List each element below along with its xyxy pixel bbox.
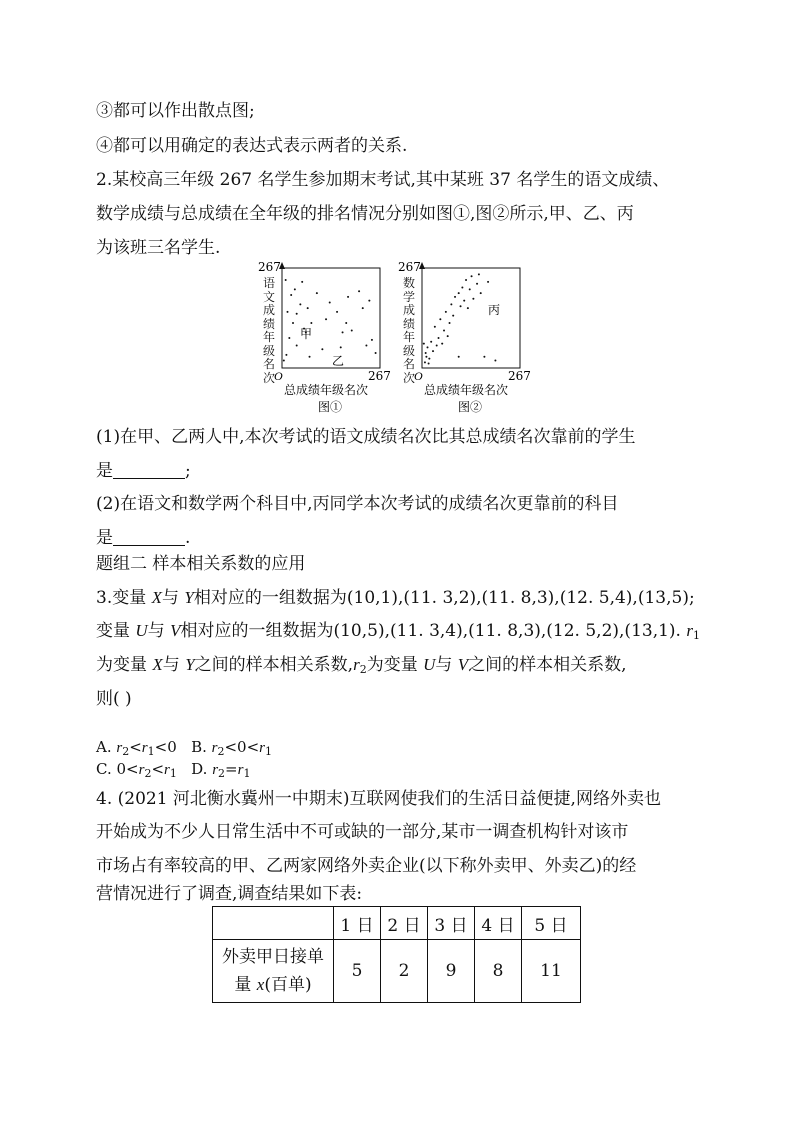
- table-header-cell: 4 日: [475, 907, 522, 940]
- option-c-relation: <: [151, 760, 165, 778]
- scatter-point: [296, 313, 298, 315]
- q3-l3-text-b: 与: [162, 655, 186, 675]
- q2-part-2-answer-blank[interactable]: [113, 529, 185, 546]
- var-Y: Y: [184, 588, 194, 607]
- scatter-point: [458, 292, 460, 294]
- r-subscript: 1: [169, 767, 177, 780]
- table-cell: 8: [475, 940, 522, 1003]
- option-c-prefix: C. 0<: [96, 760, 139, 778]
- scatter-point: [301, 281, 303, 283]
- q3-line-1: [96, 587, 695, 609]
- scatter-point: [309, 356, 311, 358]
- figure-1-points: [283, 279, 377, 362]
- scatter-point: [487, 281, 489, 283]
- option-b-prefix: B.: [176, 738, 212, 756]
- option-b-relation: <0<: [224, 738, 260, 756]
- q2-part-2-prefix: 是: [96, 528, 113, 548]
- scatter-point: [368, 300, 370, 302]
- q3-l2-text-a: 变量: [96, 621, 136, 641]
- q2-part-2-suffix: .: [185, 528, 191, 548]
- statement-4: ④都可以用确定的表达式表示两者的关系.: [96, 136, 408, 156]
- scatter-point: [430, 341, 432, 343]
- figure-2-label-bing: 丙: [488, 303, 501, 317]
- scatter-point: [423, 343, 425, 345]
- option-a-prefix: A.: [96, 738, 117, 756]
- statement-3: ③都可以作出散点图;: [96, 101, 255, 121]
- scatter-point: [347, 296, 349, 298]
- figure-2-ymax: 267: [398, 260, 421, 274]
- scatter-point: [460, 305, 462, 307]
- q2-line-3: 为该班三名学生.: [96, 238, 221, 258]
- scatter-point: [351, 330, 353, 332]
- scatter-point: [463, 300, 465, 302]
- option-b[interactable]: [177, 738, 272, 756]
- scatter-point: [494, 360, 496, 362]
- table-header-cell: 2 日: [381, 907, 428, 940]
- q3-l3-text-e: 与: [435, 655, 458, 675]
- row-label-line-1: 外卖甲日接单: [222, 947, 324, 967]
- scatter-point: [439, 318, 441, 320]
- r-subscript: 2: [217, 745, 225, 758]
- q4-line-2: 开始成为不少人日常生活中不可或缺的一部分,某市一调查机构针对该市: [96, 822, 629, 842]
- q2-part-1-answer-line: [96, 460, 191, 482]
- r-subscript: 2: [218, 767, 226, 780]
- table-header-row: [213, 907, 581, 940]
- scatter-point: [345, 322, 347, 324]
- var-V: V: [170, 621, 181, 640]
- var-Y: Y: [185, 655, 195, 674]
- scatter-point: [425, 356, 427, 358]
- r-subscript: 2: [144, 767, 152, 780]
- r-symbol: r: [116, 740, 123, 756]
- figure-1-ymax: 267: [258, 260, 281, 274]
- table-cell: 5: [334, 940, 381, 1003]
- scatter-point: [285, 354, 287, 356]
- q3-l3-text-a: 为变量: [96, 655, 153, 675]
- scatter-point: [443, 330, 445, 332]
- scatter-point: [434, 326, 436, 328]
- scatter-point: [454, 296, 456, 298]
- r-symbol: r: [237, 762, 244, 778]
- row-label-text-b: (百单): [264, 975, 312, 995]
- r-subscript: 1: [147, 745, 155, 758]
- figure-1: [258, 258, 391, 414]
- scatter-point: [441, 343, 443, 345]
- scatter-point: [285, 279, 287, 281]
- table-cell: 2: [381, 940, 428, 1003]
- option-d-relation: =: [225, 760, 238, 778]
- figure-2-xlabel: 总成绩年级名次: [424, 383, 509, 397]
- figure-2-ylabel: 数学成绩年级名次: [402, 276, 415, 385]
- option-a-relation: <: [129, 738, 142, 756]
- r1-subscript: 1: [692, 629, 700, 642]
- figure-2-frame: [422, 268, 520, 368]
- scatter-point: [480, 292, 482, 294]
- scatter-point: [483, 356, 485, 358]
- group-2-heading: 题组二 样本相关系数的应用: [96, 554, 306, 574]
- var-V: V: [457, 655, 469, 674]
- q3-l3-text-c: 之间的样本相关系数,: [194, 655, 354, 675]
- scatter-point: [296, 345, 298, 347]
- q3-l3-text-f: 之间的样本相关系数,: [468, 655, 627, 675]
- scatter-point: [472, 298, 474, 300]
- figure-1-xlabel: 总成绩年级名次: [284, 383, 369, 397]
- scatter-point: [461, 286, 463, 288]
- q3-l2-text-c: 相对应的一组数据为(10,5),(11. 3,4),(11. 8,3),(12. 5,2),(13,1).: [180, 621, 687, 641]
- r-subscript: 1: [243, 767, 251, 780]
- scatter-point: [467, 307, 469, 309]
- figure-2-caption: 图②: [458, 400, 483, 414]
- scatter-point: [465, 279, 467, 281]
- q3-options-row-1: [96, 736, 272, 759]
- scatter-point: [316, 292, 318, 294]
- scatter-point: [469, 288, 471, 290]
- delivery-table: [212, 906, 581, 1003]
- var-U: U: [423, 655, 436, 674]
- scatter-point: [436, 345, 438, 347]
- scatter-point: [424, 361, 426, 363]
- figure-2-points: [423, 273, 497, 364]
- figure-1-label-yi: 乙: [332, 354, 345, 368]
- q2-part-1-prefix: 是: [96, 461, 113, 481]
- figure-2: [398, 258, 531, 414]
- scatter-point: [445, 311, 447, 313]
- option-a[interactable]: [96, 738, 177, 756]
- scatter-point: [288, 337, 290, 339]
- var-X: X: [151, 588, 163, 607]
- q2-part-1: (1)在甲、乙两人中,本次考试的语文成绩名次比其总成绩名次靠前的学生: [96, 427, 636, 447]
- q2-part-1-suffix: ;: [185, 461, 191, 481]
- r-symbol: r: [259, 740, 266, 756]
- q3-l2-text-b: 与: [147, 621, 171, 641]
- scatter-point: [283, 360, 285, 362]
- table-header-cell: 3 日: [428, 907, 475, 940]
- table-header-cell: 1 日: [334, 907, 381, 940]
- figure-1-plot: [258, 258, 391, 414]
- q2-part-1-answer-blank[interactable]: [113, 462, 185, 479]
- scatter-point: [365, 345, 367, 347]
- scatter-point: [447, 335, 449, 337]
- q4-line-3: 市场占有率较高的甲、乙两家网络外卖企业(以下称外卖甲、外卖乙)的经: [96, 856, 637, 876]
- scatter-point: [362, 307, 364, 309]
- q4-line-1: 4. (2021 河北衡水冀州一中期末)互联网使我们的生活日益便捷,网络外卖也: [96, 789, 661, 809]
- scatter-point: [427, 346, 429, 348]
- scatter-point: [452, 315, 454, 317]
- scatter-point: [290, 294, 292, 296]
- scatter-point: [358, 290, 360, 292]
- table-header-cell: [213, 907, 334, 940]
- q3-l1-text-a: 3.变量: [96, 588, 152, 608]
- q3-l1-text-c: 相对应的一组数据为(10,1),(11. 3,2),(11. 8,3),(12. 5,4),(13,5);: [193, 588, 695, 608]
- r1-symbol: r: [686, 621, 693, 640]
- var-X: X: [152, 655, 163, 674]
- figure-2-origin: O: [414, 369, 423, 383]
- scatter-point: [428, 363, 430, 365]
- scatter-point: [287, 311, 289, 313]
- table-header-cell: 5 日: [522, 907, 581, 940]
- scatter-point: [292, 322, 294, 324]
- r-subscript: 1: [265, 745, 273, 758]
- scatter-point: [458, 356, 460, 358]
- scatter-point: [432, 350, 434, 352]
- scatter-point: [336, 311, 338, 313]
- figure-1-ylabel: 语文成绩年级名次: [262, 276, 275, 385]
- r-symbol: r: [212, 762, 219, 778]
- table-cell: 11: [522, 940, 581, 1003]
- scatter-point: [299, 303, 301, 305]
- scatter-point: [478, 273, 480, 275]
- scatter-point: [307, 307, 309, 309]
- r-symbol: r: [141, 740, 148, 756]
- scatter-point: [371, 339, 373, 341]
- figure-1-caption: 图①: [318, 400, 343, 414]
- scatter-point: [425, 352, 427, 354]
- figure-2-plot: [398, 258, 531, 414]
- figure-1-label-jia: 甲: [300, 327, 313, 341]
- scatter-point: [476, 283, 478, 285]
- q4-line-4: 营情况进行了调查,调查结果如下表:: [96, 884, 363, 904]
- scatter-point: [428, 358, 430, 360]
- q3-l3-text-d: 为变量: [366, 655, 424, 675]
- option-d-prefix: D.: [176, 760, 213, 778]
- table-row-label: [213, 940, 334, 1003]
- r-symbol: r: [164, 762, 170, 778]
- scatter-point: [325, 318, 327, 320]
- q3-line-2: [96, 620, 700, 642]
- q2-part-2: (2)在语文和数学两个科目中,丙同学本次考试的成绩名次更靠前的科目: [96, 494, 619, 514]
- figure-1-frame: [282, 268, 380, 368]
- q3-line-4: 则( ): [96, 689, 132, 709]
- scatter-point: [329, 301, 331, 303]
- scatter-point: [310, 322, 312, 324]
- q3-line-3: [96, 654, 627, 676]
- row-label-line-2: [213, 971, 333, 999]
- figure-1-xmax: 267: [368, 369, 391, 383]
- table-cell: 9: [428, 940, 475, 1003]
- r-symbol: r: [211, 740, 218, 756]
- q2-part-2-answer-line: [96, 527, 190, 549]
- scatter-point: [449, 322, 451, 324]
- q3-options-row-2: [96, 758, 250, 781]
- q2-line-2: 数学成绩与总成绩在全年级的排名情况分别如图①,图②所示,甲、乙、丙: [96, 204, 634, 224]
- r2-symbol: r: [353, 655, 360, 674]
- var-U: U: [135, 621, 148, 640]
- row-label-text-a: 量: [234, 975, 257, 995]
- r-symbol: r: [138, 762, 145, 778]
- scatter-point: [471, 275, 473, 277]
- option-a-suffix: <0: [154, 738, 177, 756]
- scatter-point: [438, 337, 440, 339]
- r-subscript: 2: [122, 745, 130, 758]
- r2-subscript: 2: [359, 663, 367, 676]
- figure-2-xmax: 267: [508, 369, 531, 383]
- scatter-point: [342, 331, 344, 333]
- figure-1-origin: O: [274, 369, 283, 383]
- q2-line-1: 2.某校高三年级 267 名学生参加期末考试,其中某班 37 名学生的语文成绩、: [96, 170, 670, 190]
- scatter-point: [321, 348, 323, 350]
- var-x: x: [256, 975, 265, 994]
- q3-l1-text-b: 与: [162, 588, 185, 608]
- option-c[interactable]: [96, 760, 177, 778]
- scatter-point: [294, 288, 296, 290]
- scatter-point: [340, 346, 342, 348]
- scatter-point: [375, 352, 377, 354]
- scatter-point: [450, 303, 452, 305]
- table-row: [213, 940, 581, 1003]
- option-d[interactable]: [177, 760, 251, 778]
